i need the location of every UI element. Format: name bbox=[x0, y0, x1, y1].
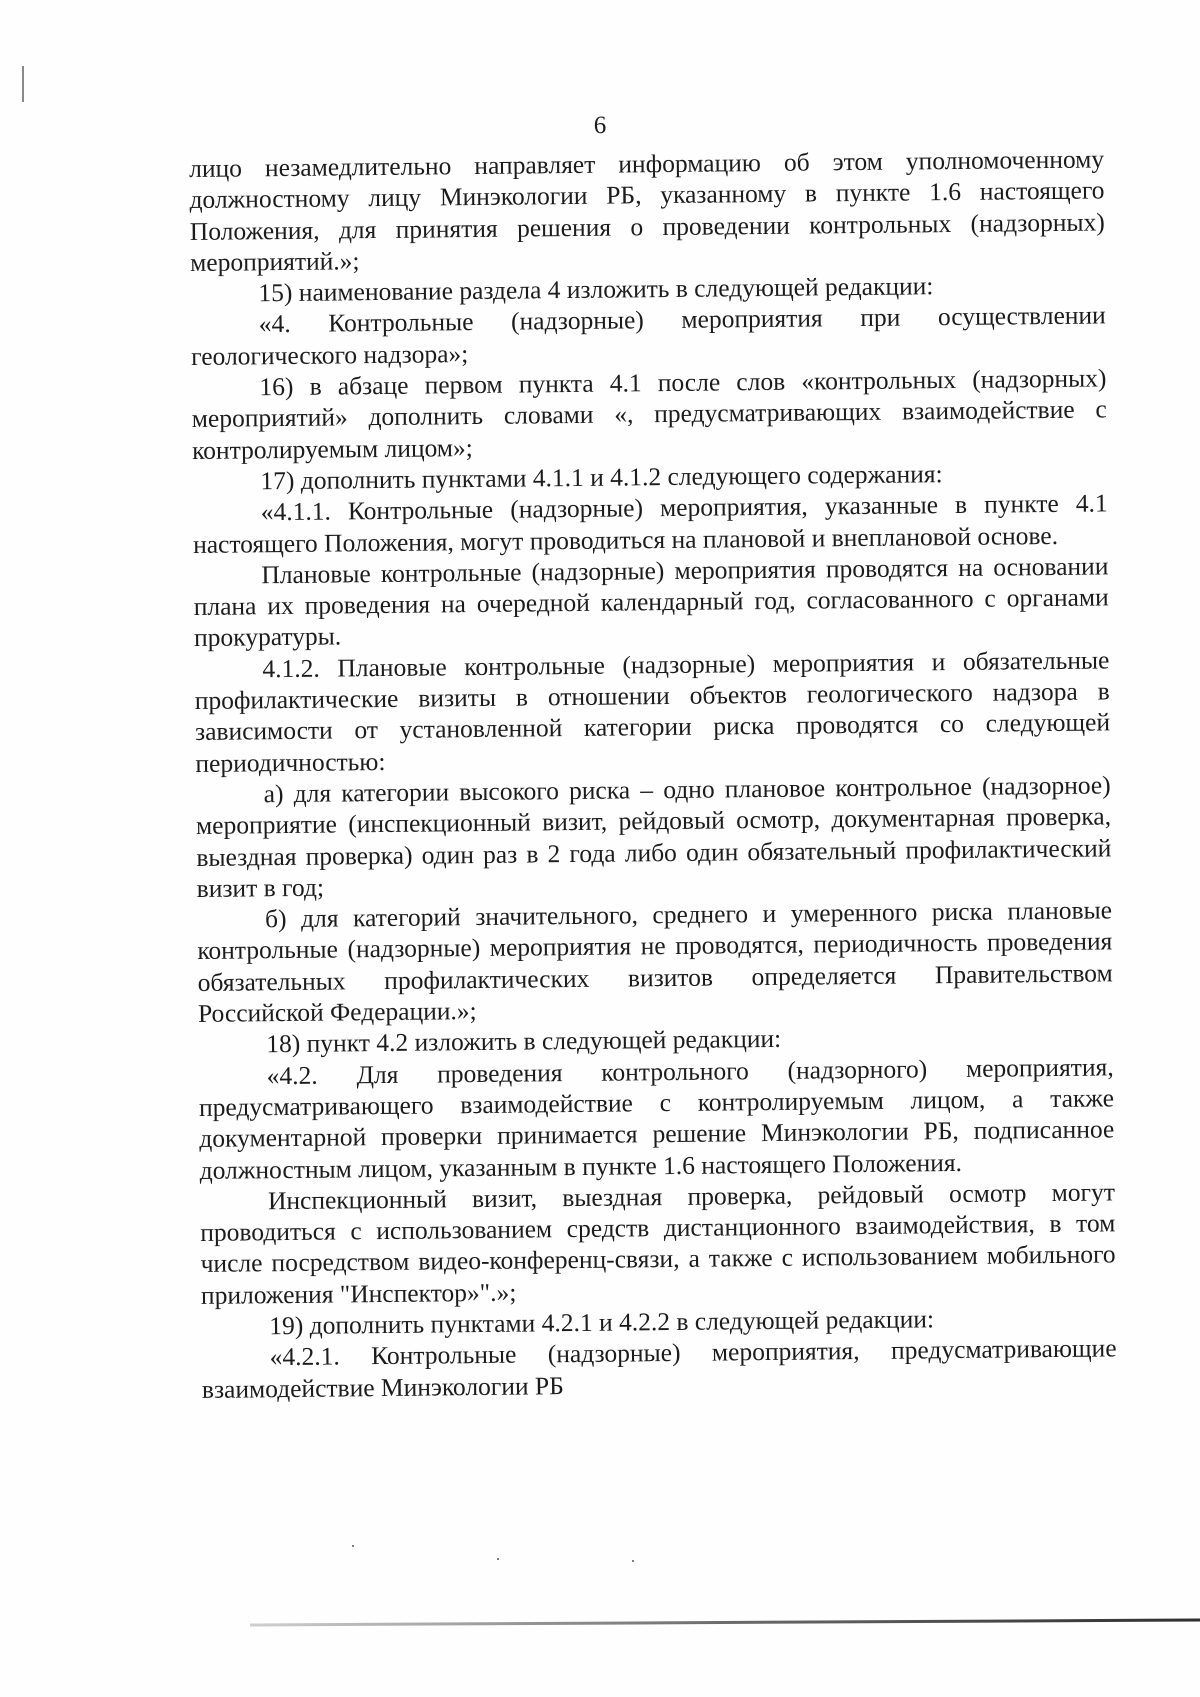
scan-bottom-edge-line bbox=[250, 1619, 1200, 1627]
paragraph-clause-4-2-1: «4.2.1. Контрольные (надзорные) мероприятия, предусматривающие взаимодействие Минэкологии РБ bbox=[201, 1333, 1117, 1404]
scan-speck bbox=[352, 1545, 354, 1547]
paragraph-item-17: 17) дополнить пунктами 4.1.1 и 4.1.2 следующего содержания: bbox=[260, 459, 943, 496]
scan-speck bbox=[497, 1558, 499, 1560]
paragraph-planned-measures: Плановые контрольные (надзорные) мероприятия проводятся на основании плана их проведения на очередной календарный год, согласованного с органами прокуратуры. bbox=[193, 551, 1109, 653]
paragraph-clause-4-1-2: 4.1.2. Плановые контрольные (надзорные) мероприятия и обязательные профилактические визиты в отношении объектов геологического надзора в зависимости от установленной категории риска проводятся со следующей периодичностью: bbox=[194, 645, 1111, 778]
paragraph-section-4-title: «4. Контрольные (надзорные) мероприятия при осуществлении геологического надзора»; bbox=[190, 300, 1106, 371]
paragraph-item-15: 15) наименование раздела 4 изложить в следующей редакции: bbox=[258, 271, 934, 308]
page-number: 6 bbox=[593, 112, 607, 139]
paragraph-clause-4-2: «4.2. Для проведения контрольного (надзорного) мероприятия, предусматривающего взаимодействие с контролируемым лицом, а также документарной проверки принимается решение Минэкологии РБ, подписанное должностным лицом, указанным в пункте 1.6 настоящего Положения. bbox=[198, 1051, 1115, 1185]
paragraph-clause-4-1-1: «4.1.1. Контрольные (надзорные) мероприятия, указанные в пункте 4.1 настоящего Положения, могут проводиться на плановой и внеплановой основе. bbox=[192, 488, 1108, 559]
paragraph-item-16: 16) в абзаце первом пункта 4.1 после слов «контрольных (надзорных) мероприятий» дополнить словами «, предусматривающих взаимодействие с контролируемым лицом»; bbox=[191, 363, 1107, 465]
paragraph-item-18: 18) пункт 4.2 изложить в следующей редакции: bbox=[266, 1024, 782, 1059]
scan-speck bbox=[632, 1560, 634, 1562]
paragraph-subitem-a: а) для категории высокого риска – одно плановое контрольное (надзорное) мероприятие (инспекционный визит, рейдовый осмотр, документарная проверка, выездная проверка) один раз в 2 года либо один обязательный профилактический визит в год; bbox=[195, 770, 1112, 903]
paragraph-item-19: 19) дополнить пунктами 4.2.1 и 4.2.2 в следующей редакции: bbox=[269, 1304, 935, 1341]
scan-margin-mark bbox=[22, 66, 24, 102]
document-body bbox=[189, 143, 1117, 1404]
paragraph-remote-inspection: Инспекционный визит, выездная проверка, рейдовый осмотр могут проводиться с использованием средств дистанционного взаимодействия, в том числе посредством видео-конференц-связи, а также с использованием мобильного приложения "Инспектор»".»; bbox=[200, 1177, 1116, 1310]
paragraph-continuation: лицо незамедлительно направляет информацию об этом уполномоченному должностному лицу Минэкологии РБ, указанному в пункте 1.6 настоящего Положения, для принятия решения о проведении контрольных (надзорных) мероприятий.»; bbox=[189, 144, 1105, 277]
paragraph-subitem-b: б) для категорий значительного, среднего и умеренного риска плановые контрольные (надзорные) мероприятия не проводятся, периодичность проведения обязательных профилактических визитов определяется Правительством Российской Федерации.»; bbox=[197, 895, 1113, 1028]
